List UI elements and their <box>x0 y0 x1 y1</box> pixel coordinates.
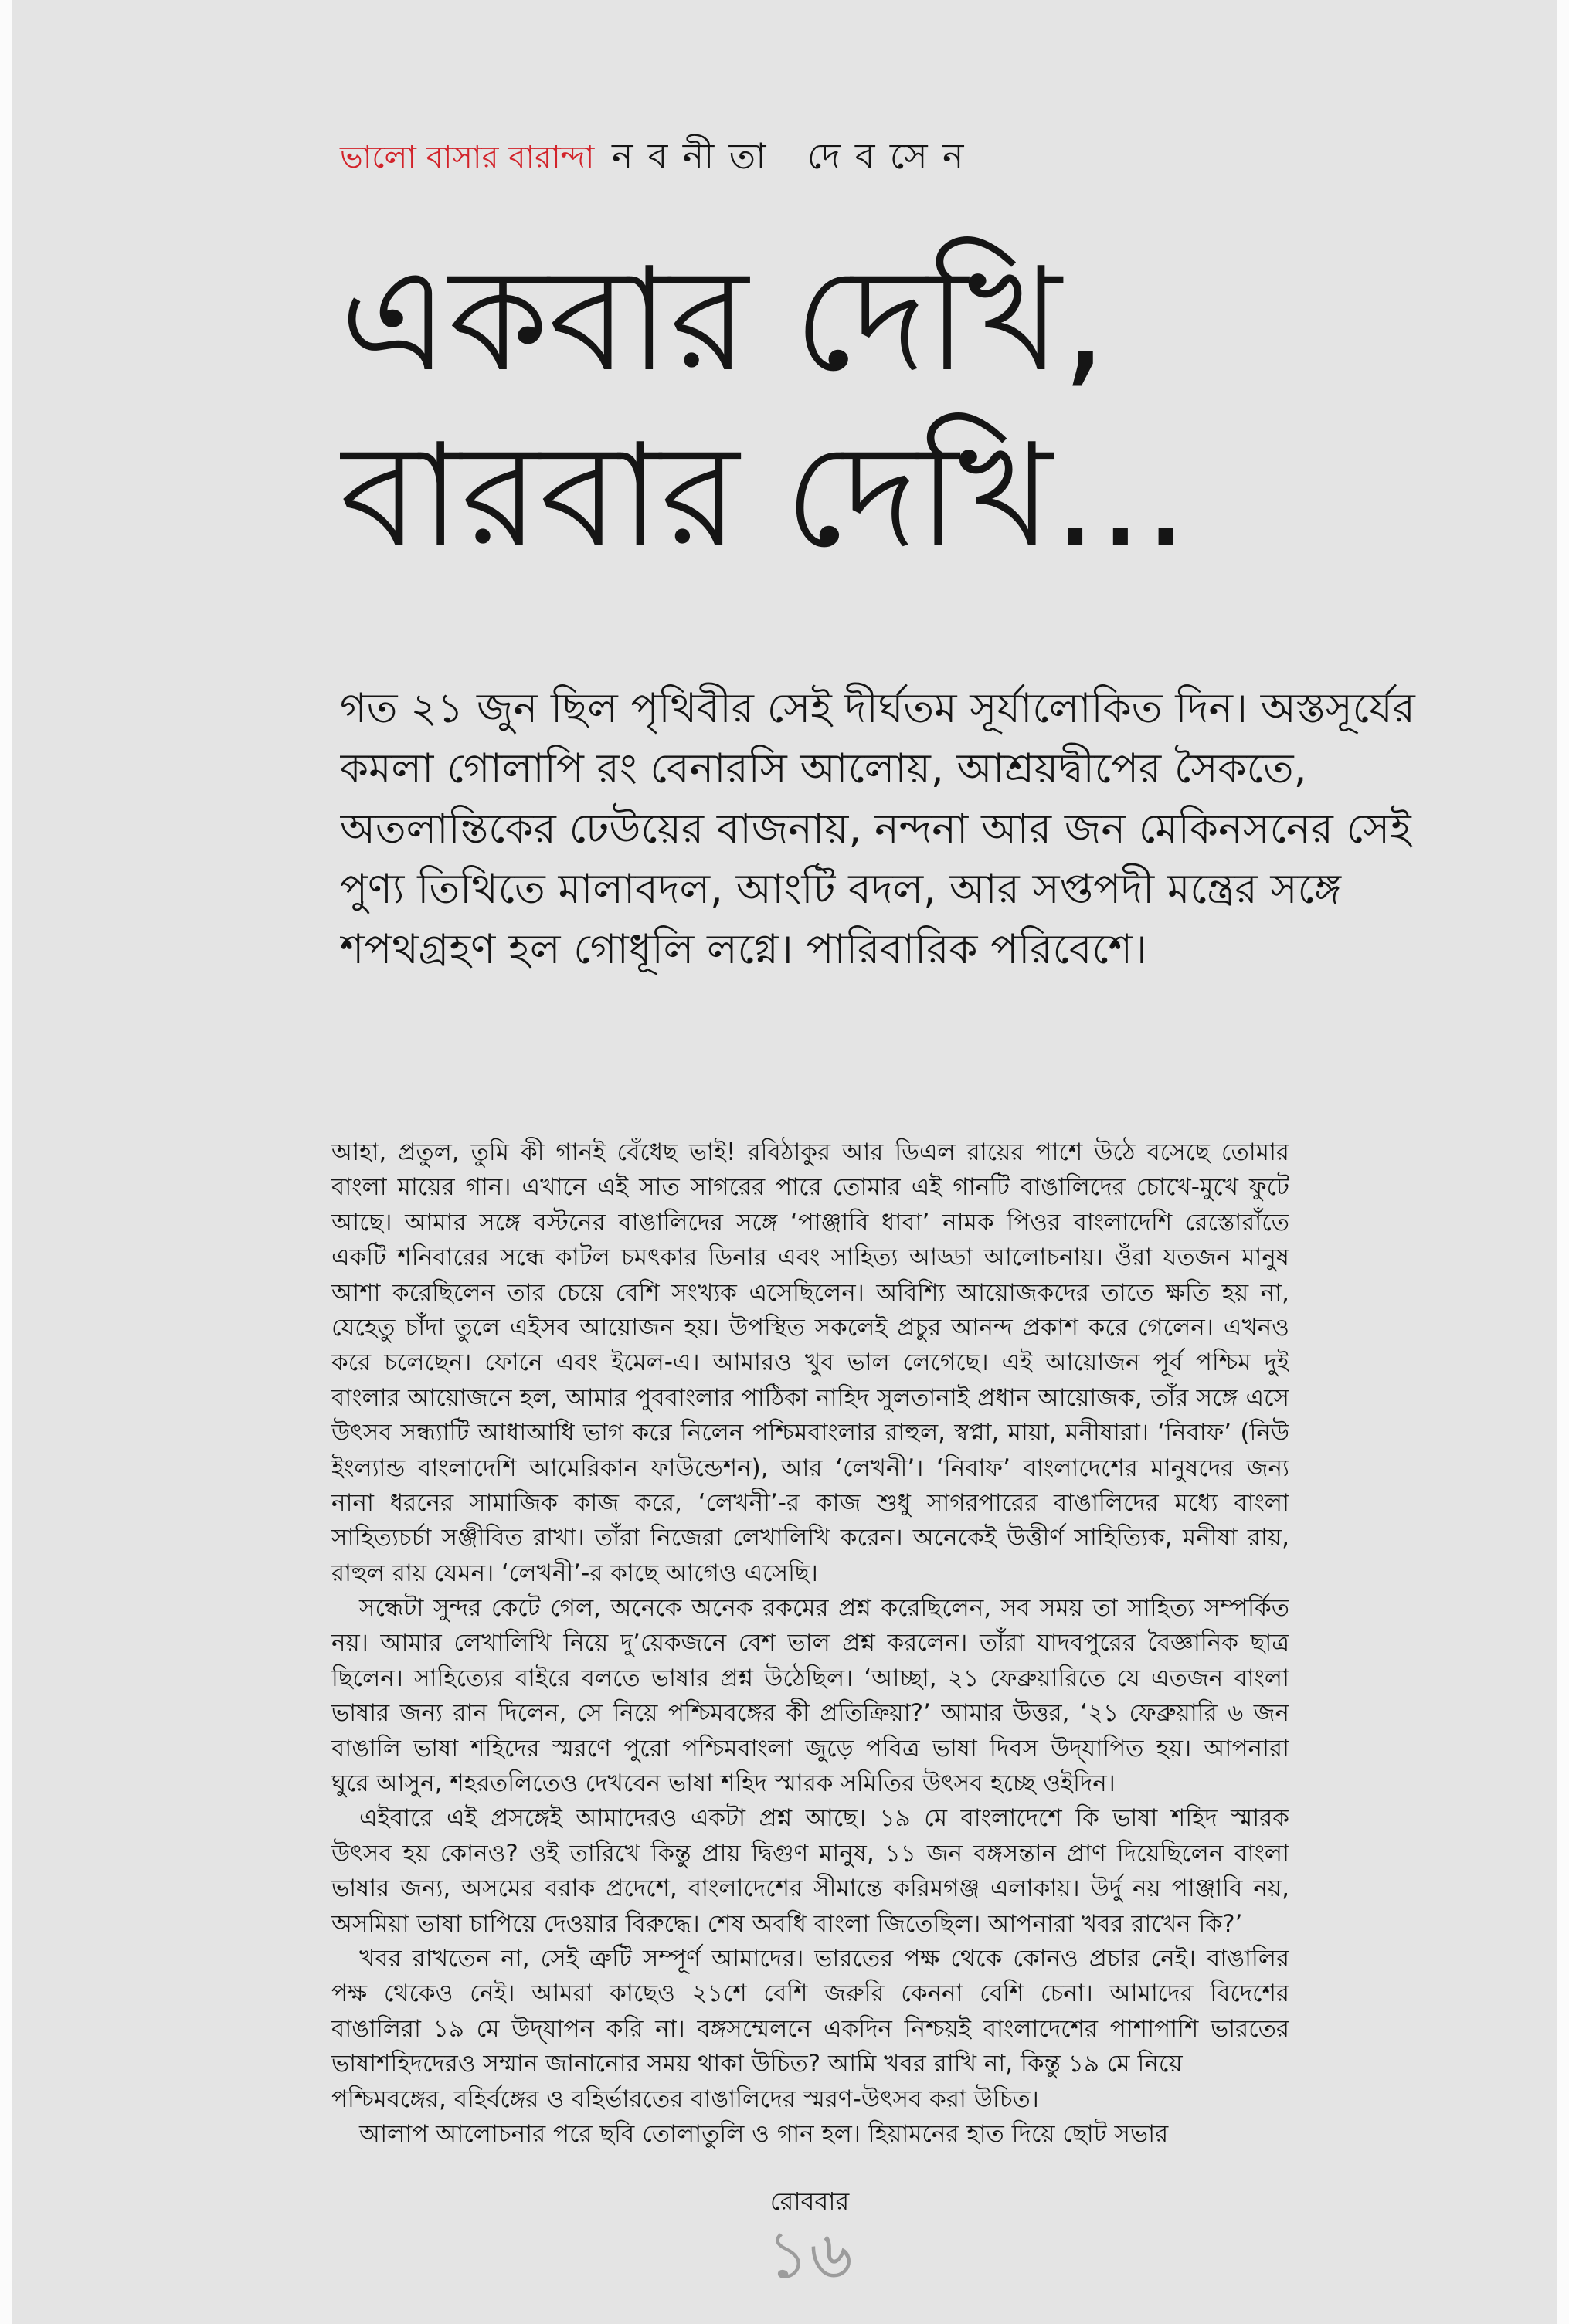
page-number: ১৬ <box>766 2217 853 2294</box>
author-name: নবনীতা দেবসেন <box>612 135 979 177</box>
lead-line: কমলা গোলাপি রং বেনারসি আলোয়, আশ্রয়দ্বীপের সৈকতে, <box>340 745 1307 792</box>
paragraph <box>331 1591 1289 1801</box>
body-line: বাংলার আয়োজনে হল, আমার পুববাংলার পাঠিকা নাহিদ সুলতানাই প্রধান আয়োজক, তাঁর সঙ্গে এসে <box>331 1383 1289 1412</box>
body-line: করে চলেছেন। ফোনে এবং ইমেল-এ। আমারও খুব ভাল লেগেছে। এই আয়োজন পূর্ব পশ্চিম দুই <box>331 1349 1289 1377</box>
body-line: ভাষার জন্য রান দিলেন, সে নিয়ে পশ্চিমবঙ্গের কী প্রতিক্রিয়া?’ আমার উত্তর, ‘২১ ফেব্রুয়ারি ৬ জন <box>331 1699 1289 1728</box>
page-edge-left <box>0 0 12 2324</box>
column-label: ভালো বাসার বারান্দা <box>340 140 595 175</box>
body-line: ভাষাশহিদদেরও সম্মান জানানোর সময় থাকা উচিত? আমি খবর রাখি না, কিন্তু ১৯ মে নিয়ে <box>331 2050 1183 2078</box>
body-line: যেহেতু চাঁদা তুলে এইসব আয়োজন হয়। উপস্থিত সকলেই প্রচুর আনন্দ প্রকাশ করে গেলেন। এখনও <box>331 1313 1289 1342</box>
body-line: এইবারে এই প্রসঙ্গেই আমাদেরও একটা প্রশ্ন আছে। ১৯ মে বাংলাদেশে কি ভাষা শহিদ স্মারক <box>359 1804 1289 1833</box>
paragraph <box>331 1801 1289 1942</box>
paragraph <box>331 2117 1289 2152</box>
body-line: বাংলা মায়ের গান। এখানে এই সাত সাগরের পারে তোমার এই গানটি বাঙালিদের চোখে-মুখে ফুটে <box>331 1173 1289 1202</box>
body-line: ঘুরে আসুন, শহরতলিতেও দেখবেন ভাষা শহিদ স্মারক সমিতির উৎসব হচ্ছে ওইদিন। <box>331 1769 1116 1798</box>
body-line: আছে। আমার সঙ্গে বস্টনের বাঙালিদের সঙ্গে ‘পাঞ্জাবি ধাবা’ নামক পিওর বাংলাদেশি রেস্তোরাঁতে <box>331 1208 1289 1237</box>
body-line: ছিলেন। সাহিত্যের বাইরে বলতে ভাষার প্রশ্ন উঠেছিল। ‘আচ্ছা, ২১ ফেব্রুয়ারিতে যে এতজন বাংলা <box>331 1664 1289 1692</box>
body-line: একটি শনিবারের সন্ধে কাটল চমৎকার ডিনার এবং সাহিত্য আড্ডা আলোচনায়। ওঁরা যতজন মানুষ <box>331 1243 1289 1272</box>
body-line: আশা করেছিলেন তার চেয়ে বেশি সংখ্যক এসেছিলেন। অবিশ্যি আয়োজকদের তাতে ক্ষতি হয় না, <box>331 1278 1289 1307</box>
body-line: খবর রাখতেন না, সেই ত্রুটি সম্পূর্ণ আমাদের। ভারতের পক্ষ থেকে কোনও প্রচার নেই। বাঙালির <box>359 1944 1289 1973</box>
body-line: নানা ধরনের সামাজিক কাজ করে, ‘লেখনী’-র কাজ শুধু সাগরপারের বাঙালিদের মধ্যে বাংলা <box>331 1488 1289 1517</box>
page-footer <box>655 2184 964 2292</box>
paragraph <box>331 1135 1289 1591</box>
section-name: রোববার <box>769 2187 850 2216</box>
body-line: সন্ধেটা সুন্দর কেটে গেল, অনেকে অনেক রকমের প্রশ্ন করেছিলেন, সব সময় তা সাহিত্য সম্পর্কিত <box>359 1594 1289 1623</box>
article-body <box>331 1135 1289 2152</box>
lead-line: পুণ্য তিথিতে মালাবদল, আংটি বদল, আর সপ্তপদী মন্ত্রের সঙ্গে <box>340 866 1342 913</box>
body-line: পশ্চিমবঙ্গের, বহির্বঙ্গের ও বহির্ভারতের বাঙালিদের স্মরণ-উৎসব করা উচিত। <box>331 2085 1039 2113</box>
body-line: নয়। আমার লেখালিখি নিয়ে দু’য়েকজনে বেশ ভাল প্রশ্ন করলেন। তাঁরা যাদবপুরের বৈজ্ঞানিক ছাত্র <box>331 1629 1289 1657</box>
body-line: সাহিত্যচর্চা সঞ্জীবিত রাখা। তাঁরা নিজেরা লেখালিখি করেন। অনেকেই উত্তীর্ণ সাহিত্যিক, মনীষা রায়, <box>331 1524 1289 1552</box>
body-line: রাহুল রায় যেমন। ‘লেখনী’-র কাছে আগেও এসেছি। <box>331 1559 818 1587</box>
body-line: অসমিয়া ভাষা চাপিয়ে দেওয়ার বিরুদ্ধে। শেষ অবধি বাংলা জিতেছিল। আপনারা খবর রাখেন কি?’ <box>331 1909 1243 1938</box>
body-line: ইংল্যান্ড বাংলাদেশি আমেরিকান ফাউন্ডেশন), আর ‘লেখনী’। ‘নিবাফ’ বাংলাদেশের মানুষদের জন্য <box>331 1454 1289 1482</box>
lead-line: শপথগ্রহণ হল গোধূলি লগ্নে। পারিবারিক পরিবেশে। <box>340 926 1147 973</box>
lead-line: অতলান্তিকের ঢেউয়ের বাজনায়, নন্দনা আর জন মেকিনসনের সেই <box>340 806 1411 853</box>
lead-paragraph <box>340 679 1421 980</box>
headline-line: একবার দেখি, <box>340 236 1107 403</box>
headline <box>340 232 1530 584</box>
body-line: উৎসব সন্ধ্যাটি আধাআধি ভাগ করে নিলেন পশ্চিমবাংলার রাহুল, স্বপ্না, মায়া, মনীষারা। ‘নিবাফ’ (নিউ <box>331 1419 1289 1447</box>
body-line: বাঙালিরা ১৯ মে উদ্‌যাপন করি না। বঙ্গসম্মেলনে একদিন নিশ্চয়ই বাংলাদেশের পাশাপাশি ভারতের <box>331 2014 1289 2043</box>
body-line: উৎসব হয় কোনও? ওই তারিখে কিন্তু প্রায় দ্বিগুণ মানুষ, ১১ জন বঙ্গসন্তান প্রাণ দিয়েছিলেন বাংলা <box>331 1839 1289 1868</box>
body-line: বাঙালি ভাষা শহিদের স্মরণে পুরো পশ্চিমবাংলা জুড়ে পবিত্র ভাষা দিবস উদ্‌যাপিত হয়। আপনারা <box>331 1734 1289 1763</box>
body-line: ভাষার জন্য, অসমের বরাক প্রদেশে, বাংলাদেশের সীমান্তে করিমগঞ্জ এলাকায়। উর্দু নয় পাঞ্জাবি নয়, <box>331 1874 1289 1903</box>
lead-line: গত ২১ জুন ছিল পৃথিবীর সেই দীর্ঘতম সূর্যালোকিত দিন। অস্তসূর্যের <box>340 685 1415 732</box>
body-line: আলাপ আলোচনার পরে ছবি তোলাতুলি ও গান হল। হিয়ামনের হাত দিয়ে ছোট সভার <box>359 2119 1169 2148</box>
paragraph <box>331 1942 1289 2117</box>
body-line: আহা, প্রতুল, তুমি কী গানই বেঁধেছ ভাই! রবিঠাকুর আর ডিএল রায়ের পাশে উঠে বসেছে তোমার <box>331 1138 1289 1166</box>
body-line: পক্ষ থেকেও নেই। আমরা কাছেও ২১শে বেশি জরুরি কেননা বেশি চেনা। আমাদের বিদেশের <box>331 1980 1289 2008</box>
page-edge-right <box>1557 0 1569 2324</box>
headline-line: বারবার দেখি... <box>340 412 1189 579</box>
